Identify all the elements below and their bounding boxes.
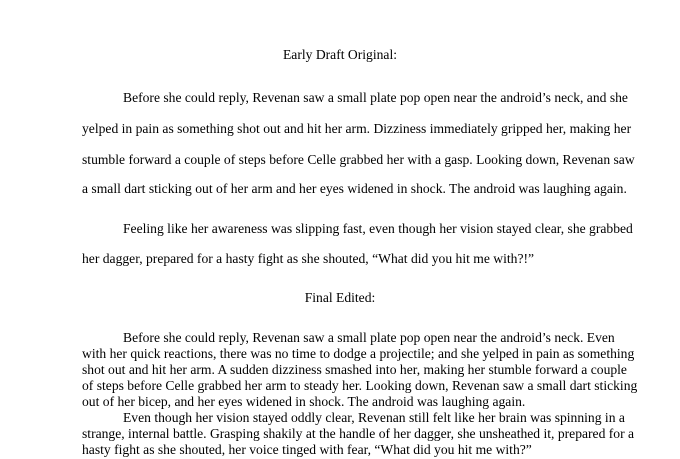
- text-line: of steps before Celle grabbed her arm to steady her. Looking down, Revenan saw a small dart sticking: [82, 378, 638, 393]
- text-line: Even though her vision stayed oddly clear, Revenan still felt like her brain was spinning in a: [123, 410, 625, 425]
- text-line: out of her bicep, and her eyes widened in shock. The android was laughing again.: [82, 394, 526, 409]
- text-line: her dagger, prepared for a hasty fight as she shouted, “What did you hit me with?!”: [82, 251, 535, 266]
- text-line: Feeling like her awareness was slipping fast, even though her vision stayed clear, she grabbed: [123, 221, 633, 236]
- text-line: Before she could reply, Revenan saw a small plate pop open near the android’s neck, and she: [123, 90, 628, 105]
- text-line: with her quick reactions, there was no time to dodge a projectile; and she yelped in pain as something: [82, 346, 635, 361]
- draft-heading: Early Draft Original:: [283, 47, 397, 62]
- edited-heading: Final Edited:: [304, 290, 376, 305]
- text-line: strange, internal battle. Grasping shakily at the handle of her dagger, she unsheathed it, prepared for a: [82, 426, 635, 441]
- text-line: stumble forward a couple of steps before Celle grabbed her with a gasp. Looking down, Revenan saw: [82, 152, 635, 167]
- text-line: shot out and hit her arm. A sudden dizziness smashed into her, making her stumble forward a couple: [82, 362, 627, 377]
- text-line: yelped in pain as something shot out and hit her arm. Dizziness immediately gripped her, making her: [82, 121, 632, 136]
- text-line: a small dart sticking out of her arm and her eyes widened in shock. The android was laughing again.: [82, 181, 627, 196]
- text-line: hasty fight as she shouted, her voice tinged with fear, “What did you hit me with?”: [82, 442, 532, 457]
- text-line: Before she could reply, Revenan saw a small plate pop open near the android’s neck. Even: [123, 330, 615, 345]
